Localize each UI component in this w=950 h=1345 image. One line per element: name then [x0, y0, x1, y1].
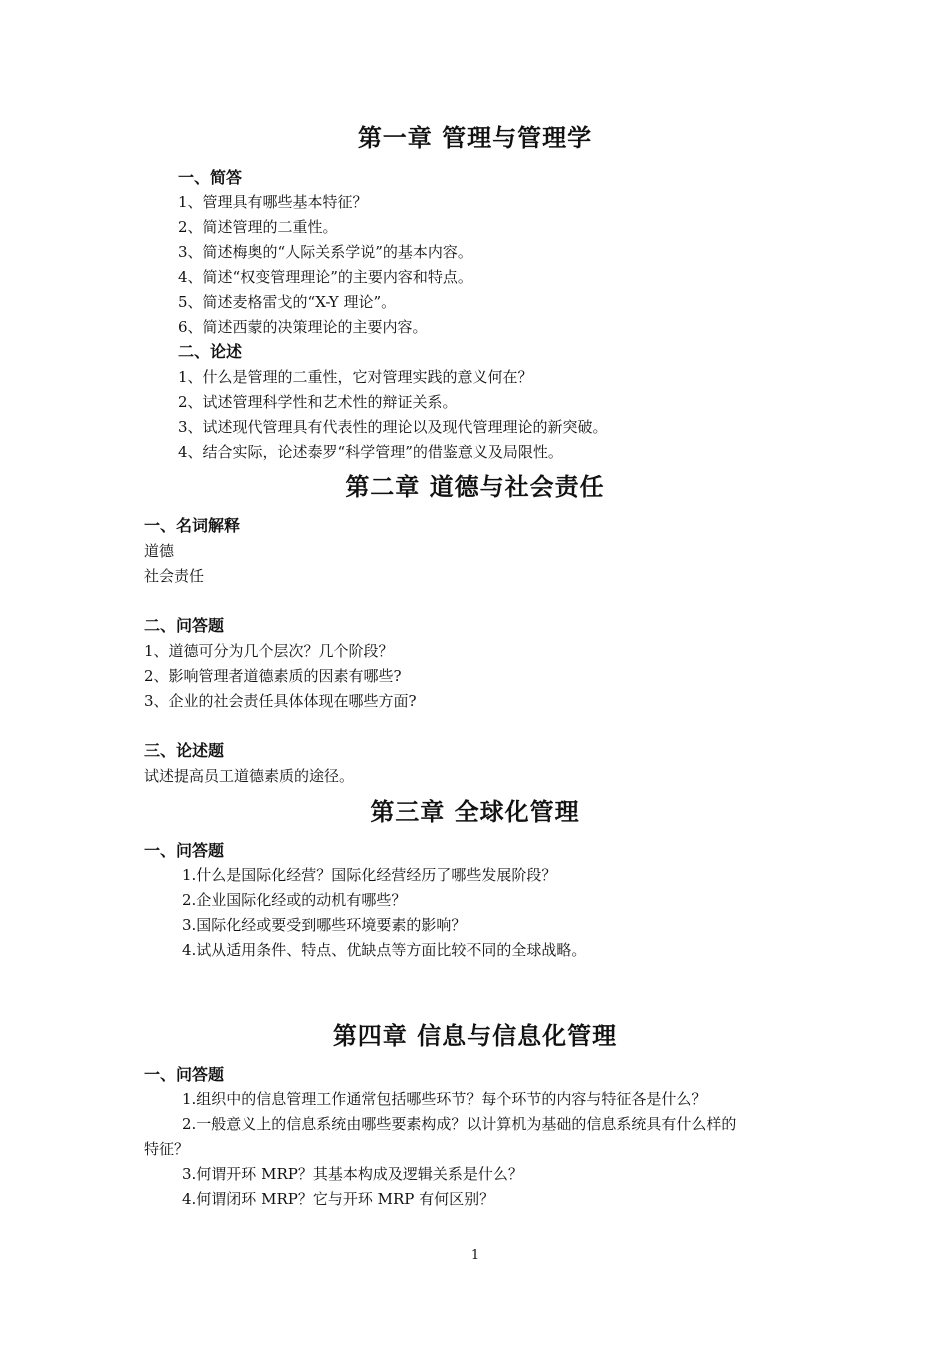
page-number: 1	[470, 1248, 480, 1263]
ch4-s1-item: 4.何谓闭环 MRP？它与开环 MRP 有何区别？	[182, 1190, 495, 1208]
ch1-section-2-heading: 二、论述	[178, 342, 243, 361]
ch1-s2-item: 3、试述现代管理具有代表性的理论以及现代管理理论的新突破。	[178, 418, 608, 436]
ch1-s1-item: 6、简述西蒙的决策理论的主要内容。	[178, 318, 428, 336]
ch2-section-2-heading: 二、问答题	[144, 616, 225, 635]
ch1-s2-item: 4、结合实际，论述泰罗“科学管理”的借鉴意义及局限性。	[178, 443, 563, 461]
ch1-section-1-heading: 一、简答	[178, 168, 243, 187]
chapter-3-title: 第三章 全球化管理	[370, 797, 580, 826]
ch2-section-3-heading: 三、论述题	[144, 741, 225, 760]
ch2-s3-item: 试述提高员工道德素质的途径。	[144, 767, 355, 785]
ch4-s1-item-continuation: 特征？	[144, 1140, 190, 1158]
ch2-s2-item: 2、影响管理者道德素质的因素有哪些?	[144, 667, 402, 685]
ch1-s1-item: 5、简述麦格雷戈的“X-Y 理论”。	[178, 293, 397, 311]
chapter-4-title: 第四章 信息与信息化管理	[332, 1021, 618, 1050]
ch3-s1-item: 2.企业国际化经或的动机有哪些？	[182, 891, 407, 909]
ch4-s1-item: 1.组织中的信息管理工作通常包括哪些环节？每个环节的内容与特征各是什么？	[182, 1090, 707, 1108]
ch1-s2-item: 1、什么是管理的二重性，它对管理实践的意义何在？	[178, 368, 533, 386]
ch1-s1-item: 1、管理具有哪些基本特征？	[178, 193, 368, 211]
ch3-s1-item: 4.试从适用条件、特点、优缺点等方面比较不同的全球战略。	[182, 941, 587, 959]
ch3-s1-item: 1.什么是国际化经营？国际化经营经历了哪些发展阶段？	[182, 866, 557, 884]
ch3-section-1-heading: 一、问答题	[144, 841, 225, 860]
ch2-s1-item: 道德	[144, 542, 175, 560]
ch2-s2-item: 3、企业的社会责任具体体现在哪些方面?	[144, 692, 417, 710]
ch1-s1-item: 4、简述“权变管理理论”的主要内容和特点。	[178, 268, 473, 286]
ch1-s1-item: 3、简述梅奥的“人际关系学说”的基本内容。	[178, 243, 473, 261]
ch2-s2-item: 1、道德可分为几个层次？几个阶段？	[144, 642, 394, 660]
ch2-section-1-heading: 一、名词解释	[144, 516, 241, 535]
ch1-s2-item: 2、试述管理科学性和艺术性的辩证关系。	[178, 393, 458, 411]
ch4-s1-item: 2.一般意义上的信息系统由哪些要素构成？以计算机为基础的信息系统具有什么样的	[182, 1115, 737, 1133]
ch1-s1-item: 2、简述管理的二重性。	[178, 218, 338, 236]
chapter-1-title: 第一章 管理与管理学	[357, 123, 593, 152]
ch4-section-1-heading: 一、问答题	[144, 1065, 225, 1084]
ch3-s1-item: 3.国际化经或要受到哪些环境要素的影响？	[182, 916, 467, 934]
ch4-s1-item: 3.何谓开环 MRP？其基本构成及逻辑关系是什么？	[182, 1165, 523, 1183]
chapter-2-title: 第二章 道德与社会责任	[345, 472, 605, 501]
ch2-s1-item: 社会责任	[144, 567, 205, 585]
